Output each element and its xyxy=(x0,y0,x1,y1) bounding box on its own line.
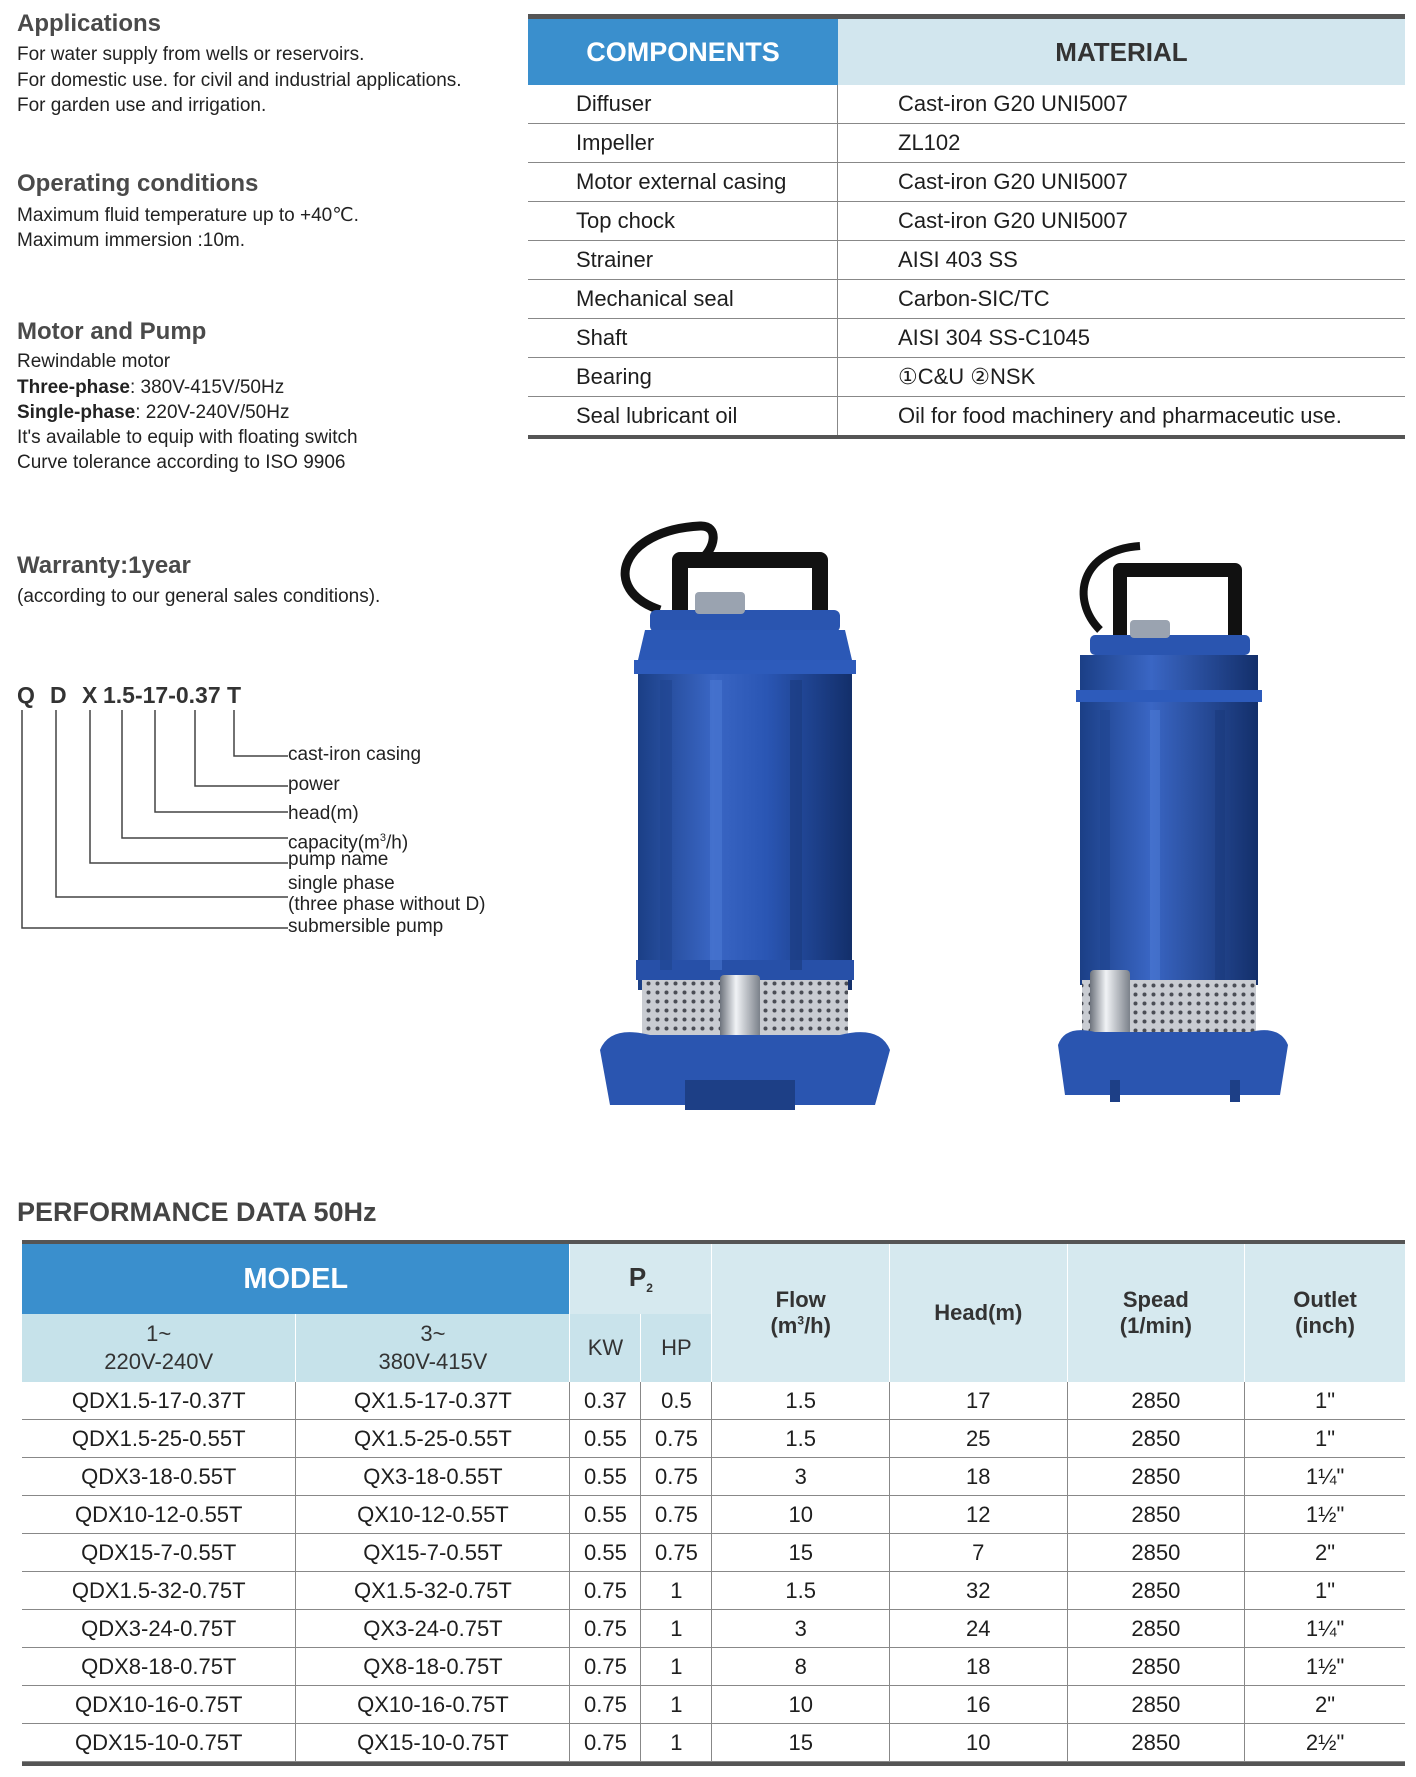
outlet-value: 1½" xyxy=(1245,1496,1405,1534)
power-kw: 0.55 xyxy=(570,1496,641,1534)
head-value: 12 xyxy=(890,1496,1068,1534)
code-letter-t: T xyxy=(227,682,242,708)
power-kw: 0.55 xyxy=(570,1534,641,1572)
label-three-phase-note: (three phase without D) xyxy=(288,894,486,915)
material-header-label: MATERIAL xyxy=(838,19,1405,85)
head-value: 16 xyxy=(890,1686,1068,1724)
component-material: Carbon-SIC/TC xyxy=(898,286,1050,311)
code-letter-q: Q xyxy=(17,682,35,708)
table-row xyxy=(22,1534,1405,1572)
table-row xyxy=(528,358,1405,397)
flow-value: 10 xyxy=(712,1686,890,1724)
outlet-value: 1½" xyxy=(1245,1648,1405,1686)
speed-value: 2850 xyxy=(1067,1534,1245,1572)
power-hp: 1 xyxy=(641,1572,712,1610)
speed-value: 2850 xyxy=(1067,1648,1245,1686)
p2-header: $P_2$ xyxy=(570,1244,712,1314)
three-phase-model: QX1.5-32-0.75T xyxy=(296,1572,570,1610)
operating-title: Operating conditions xyxy=(17,170,259,197)
label-casing: cast-iron casing xyxy=(288,744,422,765)
label-submersible: submersible pump xyxy=(288,916,444,937)
single-phase-model: QDX15-10-0.75T xyxy=(22,1724,296,1762)
component-material: AISI 403 SS xyxy=(898,247,1018,272)
pump-image-large xyxy=(590,520,890,1110)
three-phase-model: QX1.5-25-0.55T xyxy=(296,1420,570,1458)
applications-line: For domestic use. for civil and industrial applications. xyxy=(17,70,462,91)
table-row xyxy=(22,1724,1405,1762)
three-phase-model: QX1.5-17-0.37T xyxy=(296,1382,570,1420)
single-phase-model: QDX1.5-32-0.75T xyxy=(22,1572,296,1610)
code-number: 1.5-17-0.37 xyxy=(103,682,221,708)
component-material: ①C&U ②NSK xyxy=(898,364,1036,389)
table-row xyxy=(22,1496,1405,1534)
component-name: Impeller xyxy=(528,124,838,162)
operating-line: Maximum fluid temperature up to +40℃. xyxy=(17,205,359,226)
power-hp: 1 xyxy=(641,1724,712,1762)
three-phase-model: QX10-16-0.75T xyxy=(296,1686,570,1724)
component-material: Cast-iron G20 UNI5007 xyxy=(898,169,1128,194)
head-value: 18 xyxy=(890,1648,1068,1686)
performance-rows xyxy=(22,1382,1405,1762)
component-name: Motor external casing xyxy=(528,163,838,201)
component-name: Shaft xyxy=(528,319,838,357)
label-capacity: $capacity(m^3/h)$ xyxy=(288,832,409,854)
component-material: AISI 304 SS-C1045 xyxy=(898,325,1091,350)
three-phase-model: QX3-18-0.55T xyxy=(296,1458,570,1496)
power-kw: 0.55 xyxy=(570,1420,641,1458)
motor-rewindable: Rewindable motor xyxy=(17,351,171,372)
component-name: Bearing xyxy=(528,358,838,396)
head-header: Head(m) xyxy=(890,1244,1068,1382)
head-value: 17 xyxy=(890,1382,1068,1420)
single-phase-header: 1~ 220V-240V xyxy=(22,1314,296,1382)
motor-three-phase: Three-phase: 380V-415V/50Hz xyxy=(17,377,285,398)
power-hp: 0.75 xyxy=(641,1420,712,1458)
power-kw: 0.75 xyxy=(570,1610,641,1648)
motor-single-phase: Single-phase: 220V-240V/50Hz xyxy=(17,402,290,423)
head-value: 32 xyxy=(890,1572,1068,1610)
component-material: Cast-iron G20 UNI5007 xyxy=(898,91,1128,116)
table-row xyxy=(22,1648,1405,1686)
component-material: Cast-iron G20 UNI5007 xyxy=(898,208,1128,233)
speed-value: 2850 xyxy=(1067,1610,1245,1648)
model-header: MODEL xyxy=(22,1244,570,1314)
single-phase-model: QDX10-16-0.75T xyxy=(22,1686,296,1724)
component-material: Oil for food machinery and pharmaceutic use. xyxy=(898,403,1342,428)
three-phase-model: QX15-7-0.55T xyxy=(296,1534,570,1572)
flow-value: 3 xyxy=(712,1610,890,1648)
power-kw: 0.75 xyxy=(570,1648,641,1686)
speed-value: 2850 xyxy=(1067,1724,1245,1762)
flow-value: 15 xyxy=(712,1724,890,1762)
flow-value: 1.5 xyxy=(712,1572,890,1610)
warranty-note: (according to our general sales conditions). xyxy=(17,586,381,607)
hp-header: HP xyxy=(641,1314,712,1382)
table-row xyxy=(528,124,1405,163)
component-name: Strainer xyxy=(528,241,838,279)
label-pump-name: pump name xyxy=(288,849,389,870)
component-material: ZL102 xyxy=(898,130,961,155)
table-row xyxy=(22,1420,1405,1458)
table-row xyxy=(528,280,1405,319)
single-phase-model: QDX10-12-0.55T xyxy=(22,1496,296,1534)
applications-line: For garden use and irrigation. xyxy=(17,95,267,116)
head-value: 7 xyxy=(890,1534,1068,1572)
components-header-label: COMPONENTS xyxy=(528,19,838,85)
flow-value: 3 xyxy=(712,1458,890,1496)
table-row xyxy=(528,85,1405,124)
operating-line: Maximum immersion :10m. xyxy=(17,230,246,251)
speed-value: 2850 xyxy=(1067,1496,1245,1534)
outlet-value: 1" xyxy=(1245,1420,1405,1458)
flow-value: 8 xyxy=(712,1648,890,1686)
outlet-value: 2½" xyxy=(1245,1724,1405,1762)
label-single-phase: single phase xyxy=(288,873,395,894)
three-phase-model: QX10-12-0.55T xyxy=(296,1496,570,1534)
three-phase-header: 3~ 380V-415V xyxy=(296,1314,570,1382)
code-connector-lines xyxy=(0,700,300,940)
power-kw: 0.75 xyxy=(570,1724,641,1762)
single-phase-model: QDX15-7-0.55T xyxy=(22,1534,296,1572)
three-phase-model: QX15-10-0.75T xyxy=(296,1724,570,1762)
speed-value: 2850 xyxy=(1067,1458,1245,1496)
power-hp: 0.75 xyxy=(641,1496,712,1534)
components-rows xyxy=(528,85,1405,435)
power-hp: 0.5 xyxy=(641,1382,712,1420)
power-hp: 0.75 xyxy=(641,1458,712,1496)
warranty-title: Warranty:1year xyxy=(17,552,191,579)
single-phase-model: QDX8-18-0.75T xyxy=(22,1648,296,1686)
table-row xyxy=(528,241,1405,280)
pump-image-small xyxy=(1050,540,1290,1105)
outlet-value: 2" xyxy=(1245,1534,1405,1572)
applications-title: Applications xyxy=(17,10,162,37)
outlet-value: 1" xyxy=(1245,1572,1405,1610)
outlet-value: 1¼" xyxy=(1245,1610,1405,1648)
outlet-value: 1¼" xyxy=(1245,1458,1405,1496)
flow-value: 10 xyxy=(712,1496,890,1534)
code-letter-x: X xyxy=(82,682,98,708)
power-kw: 0.55 xyxy=(570,1458,641,1496)
table-row xyxy=(528,202,1405,241)
table-row xyxy=(528,397,1405,435)
table-row xyxy=(22,1610,1405,1648)
table-row xyxy=(22,1458,1405,1496)
three-phase-model: QX3-24-0.75T xyxy=(296,1610,570,1648)
head-value: 25 xyxy=(890,1420,1068,1458)
component-name: Mechanical seal xyxy=(528,280,838,318)
power-kw: 0.75 xyxy=(570,1572,641,1610)
speed-value: 2850 xyxy=(1067,1572,1245,1610)
flow-header: Flow $(m^3/h)$ xyxy=(712,1244,890,1382)
flow-value: 1.5 xyxy=(712,1420,890,1458)
table-row xyxy=(22,1572,1405,1610)
single-phase-model: QDX1.5-17-0.37T xyxy=(22,1382,296,1420)
outlet-value: 2" xyxy=(1245,1686,1405,1724)
head-value: 24 xyxy=(890,1610,1068,1648)
head-value: 18 xyxy=(890,1458,1068,1496)
components-header xyxy=(528,19,1405,85)
table-row xyxy=(22,1686,1405,1724)
speed-value: 2850 xyxy=(1067,1686,1245,1724)
single-phase-model: QDX3-18-0.55T xyxy=(22,1458,296,1496)
label-head: head(m) xyxy=(288,803,359,824)
power-hp: 1 xyxy=(641,1686,712,1724)
speed-header: Spead (1/min) xyxy=(1067,1244,1245,1382)
applications-line: For water supply from wells or reservoirs. xyxy=(17,44,365,65)
motor-tolerance: Curve tolerance according to ISO 9906 xyxy=(17,452,346,473)
outlet-header: Outlet (inch) xyxy=(1245,1244,1405,1382)
performance-title: PERFORMANCE DATA 50Hz xyxy=(17,1197,377,1227)
power-hp: 0.75 xyxy=(641,1534,712,1572)
table-row xyxy=(22,1382,1405,1420)
code-letter-d: D xyxy=(50,682,67,708)
motor-floating: It's available to equip with floating switch xyxy=(17,427,358,448)
component-name: Diffuser xyxy=(528,85,838,123)
component-name: Seal lubricant oil xyxy=(528,397,838,435)
motor-title: Motor and Pump xyxy=(17,318,207,345)
components-table xyxy=(528,14,1405,439)
speed-value: 2850 xyxy=(1067,1420,1245,1458)
flow-value: 15 xyxy=(712,1534,890,1572)
table-bottom-rule xyxy=(528,435,1405,439)
table-row xyxy=(528,163,1405,202)
label-power: power xyxy=(288,774,340,795)
power-kw: 0.75 xyxy=(570,1686,641,1724)
power-hp: 1 xyxy=(641,1610,712,1648)
speed-value: 2850 xyxy=(1067,1382,1245,1420)
single-phase-model: QDX3-24-0.75T xyxy=(22,1610,296,1648)
outlet-value: 1" xyxy=(1245,1382,1405,1420)
power-kw: 0.37 xyxy=(570,1382,641,1420)
table-row xyxy=(528,319,1405,358)
power-hp: 1 xyxy=(641,1648,712,1686)
single-phase-model: QDX1.5-25-0.55T xyxy=(22,1420,296,1458)
three-phase-model: QX8-18-0.75T xyxy=(296,1648,570,1686)
flow-value: 1.5 xyxy=(712,1382,890,1420)
head-value: 10 xyxy=(890,1724,1068,1762)
performance-table xyxy=(22,1240,1405,1766)
component-name: Top chock xyxy=(528,202,838,240)
kw-header: KW xyxy=(570,1314,641,1382)
